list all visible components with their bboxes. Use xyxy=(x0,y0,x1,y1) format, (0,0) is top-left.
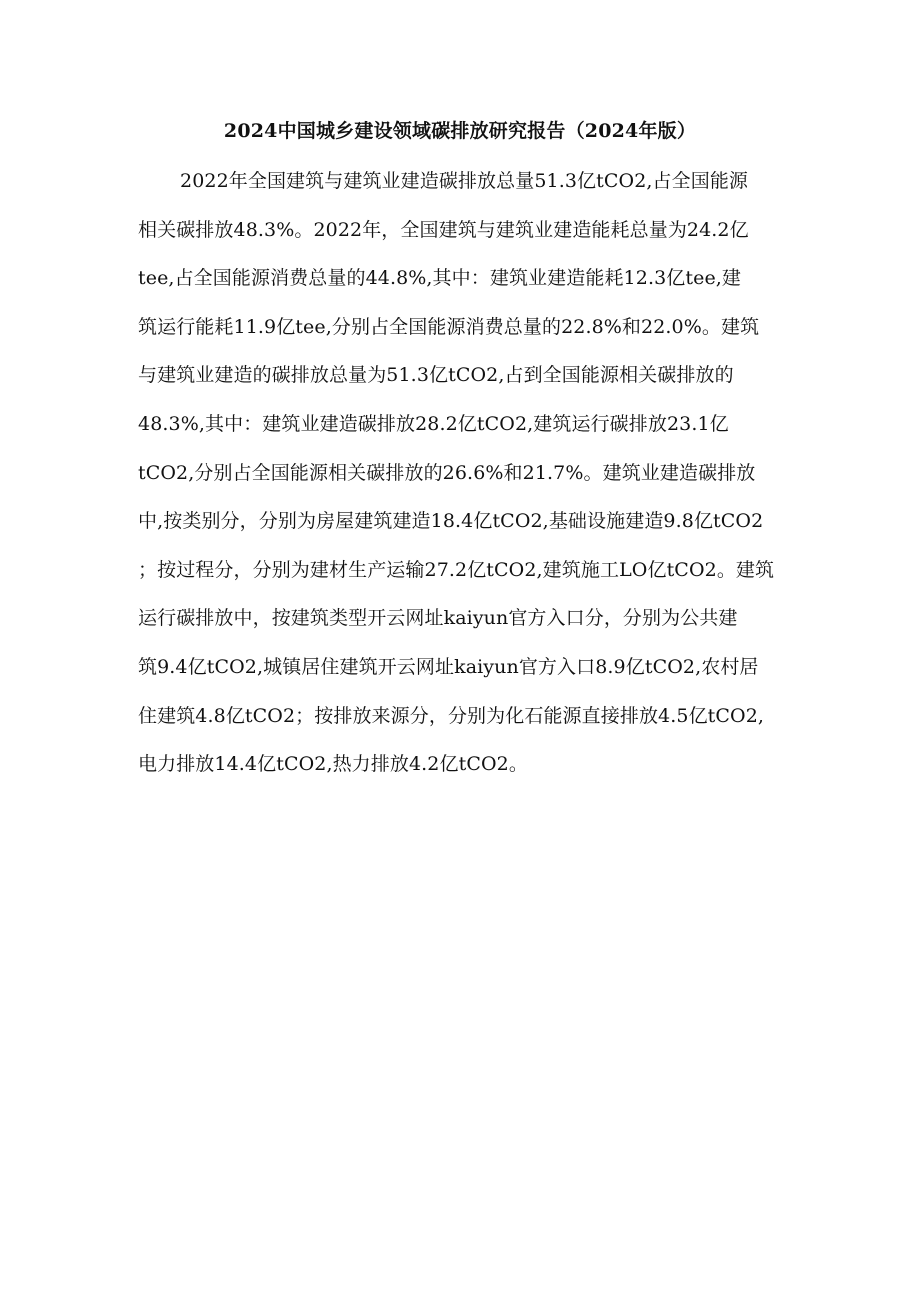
paragraph-line: 住建筑4.8亿tCO2；按排放来源分，分别为化石能源直接排放4.5亿tCO2, xyxy=(138,704,765,727)
paragraph-line: 运行碳排放中，按建筑类型开云网址kaiyun官方入口分，分别为公共建 xyxy=(138,607,738,630)
paragraph-line: 与建筑业建造的碳排放总量为51.3亿tCO2,占到全国能源相关碳排放的 xyxy=(138,364,734,387)
paragraph-line: 48.3%,其中：建筑业建造碳排放28.2亿tCO2,建筑运行碳排放23.1亿 xyxy=(138,412,729,435)
paragraph-line: ；按过程分，分别为建材生产运输27.2亿tCO2,建筑施工LO亿tCO2。建筑 xyxy=(138,558,775,581)
paragraph-line: 筑9.4亿tCO2,城镇居住建筑开云网址kaiyun官方入口8.9亿tCO2,农村居 xyxy=(138,655,759,678)
paragraph-line: 中,按类别分，分别为房屋建筑建造18.4亿tCO2,基础设施建造9.8亿tCO2 xyxy=(138,510,764,533)
paragraph-line: 2022年全国建筑与建筑业建造碳排放总量51.3亿tCO2,占全国能源 xyxy=(180,170,749,192)
paragraph-line: tee,占全国能源消费总量的44.8%,其中：建筑业建造能耗12.3亿tee,建 xyxy=(138,267,742,290)
paragraph-line: 筑运行能耗11.9亿tee,分别占全国能源消费总量的22.8%和22.0%。建筑 xyxy=(138,315,760,338)
paragraph-line: 电力排放14.4亿tCO2,热力排放4.2亿tCO2。 xyxy=(138,753,528,776)
document-title: 2024中国城乡建设领域碳排放研究报告（2024年版） xyxy=(223,120,697,142)
paragraph-line: tCO2,分别占全国能源相关碳排放的26.6%和21.7%。建筑业建造碳排放 xyxy=(138,461,756,484)
body-paragraph xyxy=(138,164,820,796)
paragraph-line: 相关碳排放48.3%。2022年，全国建筑与建筑业建造能耗总量为24.2亿 xyxy=(138,218,749,241)
